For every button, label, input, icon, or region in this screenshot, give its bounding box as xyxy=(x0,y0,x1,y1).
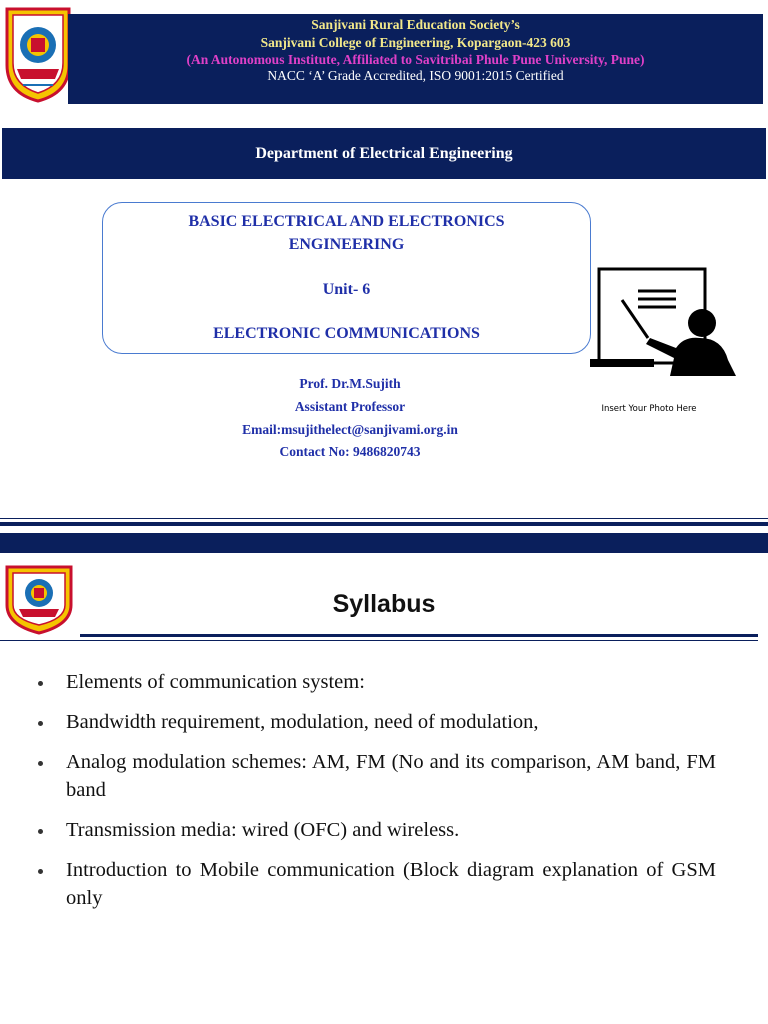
department-banner: Department of Electrical Engineering xyxy=(2,128,766,179)
heading-underline-thin xyxy=(0,640,758,641)
photo-caption: Insert Your Photo Here xyxy=(601,404,697,414)
instructor-contact: Contact No: 9486820743 xyxy=(279,444,421,459)
slide-divider-thin xyxy=(0,518,768,519)
affiliation-text: (An Autonomous Institute, Affiliated to Savitribai Phule Pune University, Pune) xyxy=(186,52,645,67)
list-item: Bandwidth requirement, modulation, need of modulation, xyxy=(38,708,716,736)
course-title-line2: ENGINEERING xyxy=(288,236,405,253)
syllabus-heading: Syllabus xyxy=(332,590,436,618)
college-name: Sanjivani College of Engineering, Kopargaon-423 603 xyxy=(260,35,571,50)
list-item: Elements of communication system: xyxy=(38,668,716,696)
syllabus-list xyxy=(38,668,716,924)
instructor-name: Prof. Dr.M.Sujith xyxy=(299,376,401,391)
institute-header-banner xyxy=(68,14,763,104)
course-title-box xyxy=(102,202,591,354)
accreditation-text: NACC ‘A’ Grade Accredited, ISO 9001:2015 Certified xyxy=(267,68,564,83)
teacher-at-board-icon xyxy=(590,266,740,380)
slide-divider-thick xyxy=(0,522,768,526)
syllabus-top-bar xyxy=(0,533,768,553)
heading-underline-thick xyxy=(80,634,758,637)
unit-number: Unit- 6 xyxy=(322,281,371,298)
society-name: Sanjivani Rural Education Society’s xyxy=(311,17,520,32)
college-emblem-icon xyxy=(3,5,73,103)
list-item: Introduction to Mobile communication (Block diagram explanation of GSM only xyxy=(38,856,716,912)
instructor-email: Email:msujithelect@sanjivami.org.in xyxy=(242,422,458,437)
list-item: Analog modulation schemes: AM, FM (No and its comparison, AM band, FM band xyxy=(38,748,716,804)
unit-title: ELECTRONIC COMMUNICATIONS xyxy=(213,325,480,342)
list-item: Transmission media: wired (OFC) and wireless. xyxy=(38,816,716,844)
course-title-line1: BASIC ELECTRICAL AND ELECTRONICS xyxy=(188,213,505,230)
instructor-designation: Assistant Professor xyxy=(294,399,406,414)
